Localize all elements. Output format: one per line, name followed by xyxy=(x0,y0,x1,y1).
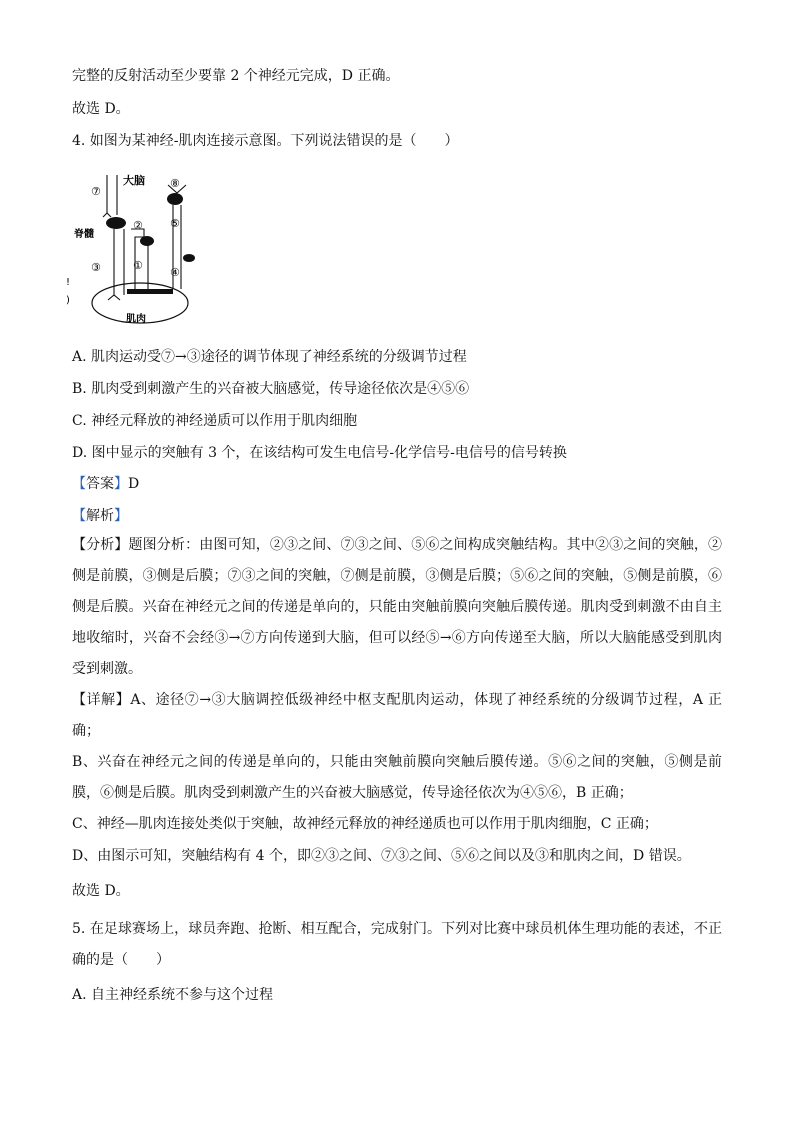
answer-value: D xyxy=(128,476,140,492)
edge-mark-2: ) xyxy=(66,295,70,306)
q5-option-a: A. 自主神经系统不参与这个过程 xyxy=(72,987,274,1003)
muscle-endplate xyxy=(127,289,173,294)
detail-c: C、神经—肌肉连接处类似于突触，故神经元释放的神经递质也可以作用于肌肉细胞，C 正确； xyxy=(72,816,658,832)
cell-body-8 xyxy=(167,193,183,205)
answer-label: 答案 xyxy=(86,476,114,492)
detail-d: D、由图示可知，突触结构有 4 个，即②③之间、⑦③之间、⑤⑥之间以及③和肌肉之间，D 错误。 xyxy=(72,848,691,864)
conclusion: 故选 D。 xyxy=(72,883,130,899)
detail-a: 【详解】A、途径⑦→③大脑调控低级神经中枢支配肌肉运动，体现了神经系统的分级调节过程，A 正确； xyxy=(72,692,722,739)
marker-5: ⑤ xyxy=(170,217,180,230)
label-spinal-cord: 脊髓 xyxy=(74,229,94,240)
question-4-stem: 4. 如图为某神经-肌肉连接示意图。下列说法错误的是（ ） xyxy=(72,133,459,149)
answer-line: 【答案】D xyxy=(72,476,140,492)
marker-3: ③ xyxy=(91,261,101,274)
edge-mark: ! xyxy=(66,277,71,288)
nerve-muscle-diagram xyxy=(60,165,210,335)
analysis-heading: 【解析】 xyxy=(72,508,128,524)
marker-4: ④ xyxy=(170,266,180,279)
marker-8: ⑧ xyxy=(170,177,180,190)
option-b: B. 肌肉受到刺激产生的兴奋被大脑感觉，传导途径依次是④⑤⑥ xyxy=(72,381,470,397)
marker-1: ① xyxy=(133,259,143,272)
marker-2: ② xyxy=(133,219,143,232)
detail-b: B、兴奋在神经元之间的传递是单向的，只能由突触前膜向突触后膜传递。⑤⑥之间的突触，⑤侧是前膜，⑥侧是后膜。肌肉受到刺激产生的兴奋被大脑感觉，传导途径依次为④⑤⑥，B 正确； xyxy=(72,754,722,801)
cell-body-spinal xyxy=(106,217,126,229)
option-d: D. 图中显示的突触有 3 个，在该结构可发生电信号-化学信号-电信号的信号转换 xyxy=(72,445,567,461)
option-a: A. 肌肉运动受⑦→③途径的调节体现了神经系统的分级调节过程 xyxy=(72,349,467,365)
analysis-paragraph: 【分析】题图分析：由图可知，②③之间、⑦③之间、⑤⑥之间构成突触结构。其中②③之间的突触，②侧是前膜，③侧是后膜；⑦③之间的突触，⑦侧是前膜，③侧是后膜；⑤⑥之间的突触，⑤侧是前膜，⑥侧是后膜。兴奋在神经元之间的传递是单向的，只能由突触前膜向突触后膜传递。肌肉受到刺激不由自主地收缩时，兴奋不会经③→⑦方向传递到大脑，但可以经⑤→⑥方向传递至大脑，所以大脑能感受到肌肉受到刺激。 xyxy=(72,537,722,677)
prev-conclusion-line: 完整的反射活动至少要靠 2 个神经元完成，D 正确。 xyxy=(72,68,400,84)
label-brain: 大脑 xyxy=(123,174,145,187)
marker-7: ⑦ xyxy=(91,185,101,198)
analysis-label: 解析 xyxy=(86,508,114,524)
prev-answer-line: 故选 D。 xyxy=(72,101,130,117)
option-c: C. 神经元释放的神经递质可以作用于肌肉细胞 xyxy=(72,413,358,429)
question-5-stem: 5. 在足球赛场上，球员奔跑、抢断、相互配合，完成射门。下列对比赛中球员机体生理功能的表述，不正确的是（ ） xyxy=(72,921,722,968)
label-muscle: 肌肉 xyxy=(126,314,146,325)
